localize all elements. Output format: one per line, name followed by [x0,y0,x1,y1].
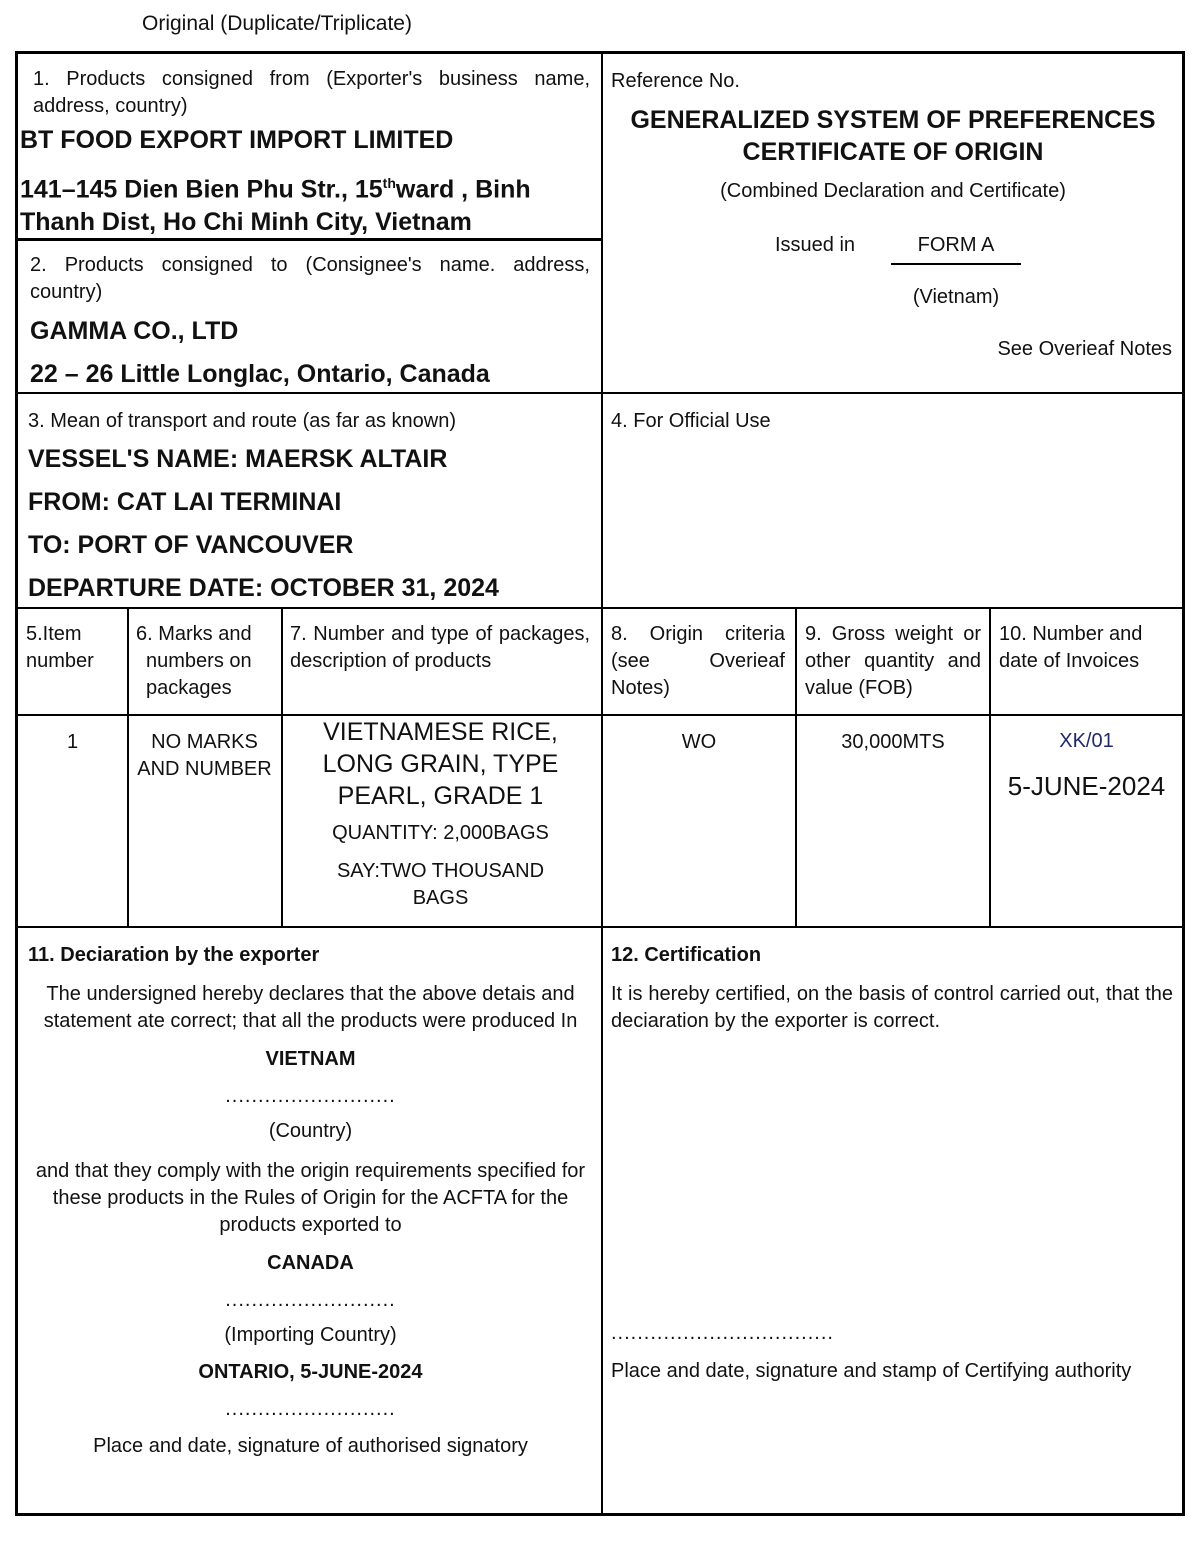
reference-label: Reference No. [611,70,740,92]
importing-country: CANADA [267,1252,354,1274]
box4-official-use [611,408,1171,435]
exporter-address-sup: th [382,175,396,191]
col8-header: 8. Origin criteria (see Overieaf Notes) [611,623,785,699]
col-divider-6-7 [281,607,283,926]
row-divider-goods [18,714,1182,716]
certification-dots: .................................. [611,1322,834,1344]
row-divider-declaration [18,926,1182,928]
certificate-title [603,104,1183,205]
exporter-address [20,167,590,206]
importing-country-dots: .......................... [225,1289,396,1311]
col-divider-8-9 [795,607,797,926]
box2-label: 2. Products consigned to (Consignee's name. address, country) [30,254,590,303]
copy-label: Original (Duplicate/Triplicate) [142,12,412,35]
country-dots: .......................... [225,1085,396,1107]
box2-consignee [30,252,590,391]
gross-weight: 30,000MTS [841,731,945,753]
certification-heading: 12. Certification [611,944,762,966]
certification-text: It is hereby certified, on the basis of control carried out, that the deciaration by the exporter is correct. [611,983,1173,1032]
package-quantity-words: SAY:TWO THOUSAND BAGS [336,860,545,909]
col9-header: 9. Gross weight or other quantity and value (FOB) [805,623,981,699]
signature-caption: Place and date, signature of authorised signatory [93,1435,528,1457]
declaration-text1: The undersigned hereby declares that the above detais and statement ate correct; that all the products were produced In [43,983,578,1032]
box1-label: 1. Products consigned from (Exporter's business name, address, country) [33,68,590,117]
product-description: VIETNAMESE RICE, LONG GRAIN, TYPE PEARL, GRADE 1 [322,718,559,810]
vessel-name: VESSEL'S NAME: MAERSK ALTAIR [28,445,448,473]
exporter-name: BT FOOD EXPORT IMPORT LIMITED [20,126,454,154]
origin-criteria: WO [681,731,717,753]
issuing-country: (Vietnam) [912,286,1000,308]
declaration-place-date: ONTARIO, 5-JUNE-2024 [198,1361,423,1383]
exporter-address-part1: 141–145 Dien Bien Phu Str., 15 [20,175,383,204]
box3-label: 3. Mean of transport and route (as far as known) [28,410,456,432]
marks-numbers: NO MARKS AND NUMBER [137,731,272,780]
center-divider [601,54,603,1513]
declaration-text2: and that they comply with the origin requirements specified for these products in the Rules of Origin for the ACFTA for the products exported to [35,1160,586,1236]
certificate-subtitle: (Combined Declaration and Certificate) [720,180,1066,202]
country-caption: (Country) [268,1120,353,1142]
box4-label: 4. For Official Use [611,410,771,432]
box12-certification [611,942,1173,1035]
item-number: 1 [66,731,79,753]
exporter-address-line2: Thanh Dist, Ho Chi Minh City, Vietnam [20,208,472,237]
consignee-name: GAMMA CO., LTD [30,317,239,345]
row-divider-transport [18,392,1182,394]
col7-header: 7. Number and type of packages, description of products [290,623,590,672]
producing-country: VIETNAM [265,1048,356,1070]
certificate-header [611,68,1183,95]
col6-header [136,621,273,702]
importing-country-caption: (Importing Country) [224,1324,397,1346]
col-divider-5-6 [127,607,129,926]
certificate-frame [15,51,1185,1516]
col6-header-text: 6. Marks and numbers on packages [136,623,252,699]
col10-header: 10. Number and date of Invoices [999,623,1143,672]
invoice-number: XK/01 [1059,730,1114,752]
col5-header: 5.Item number [26,623,94,672]
signature-dots: .......................... [225,1398,396,1420]
departure-date: DEPARTURE DATE: OCTOBER 31, 2024 [28,574,499,602]
row-divider-columns [18,607,1182,609]
certification-caption: Place and date, signature and stamp of Certifying authority [611,1360,1132,1382]
route-from: FROM: CAT LAI TERMINAI [28,488,342,516]
issued-in-label: Issued in [775,234,856,256]
title-line1: GENERALIZED SYSTEM OF PREFERENCES [630,106,1156,134]
box11-declaration [28,942,593,1460]
consignee-address: 22 – 26 Little Longlac, Ontario, Canada [30,360,490,388]
declaration-heading: 11. Deciaration by the exporter [28,944,320,966]
exporter-address-part2: ward , Binh [395,175,531,204]
invoice-date: 5-JUNE-2024 [1007,771,1166,801]
goods-description [288,716,593,912]
invoice-info [991,728,1182,803]
overleaf-notes: See Overieaf Notes [997,338,1172,360]
box1-exporter [20,66,590,239]
route-to: TO: PORT OF VANCOUVER [28,531,354,559]
package-quantity: QUANTITY: 2,000BAGS [332,822,549,844]
box3-transport [28,408,593,605]
title-line2: CERTIFICATE OF ORIGIN [742,138,1044,166]
form-name: FORM A [891,232,1021,265]
